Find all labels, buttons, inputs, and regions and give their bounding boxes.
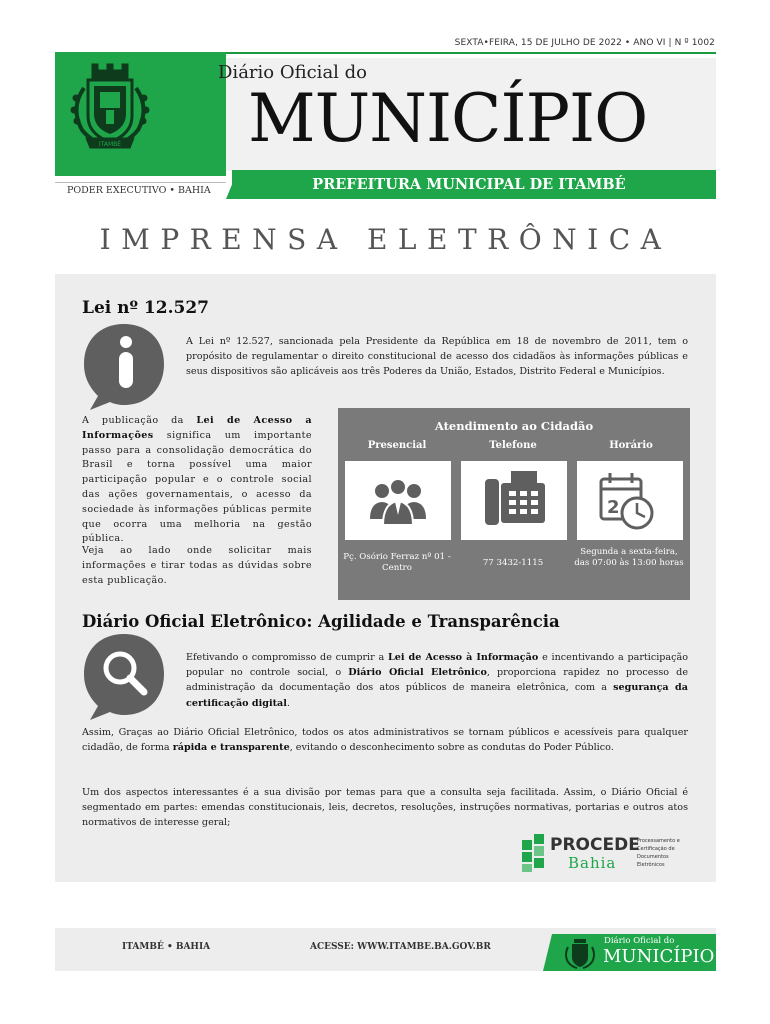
acesso-text-suffix: significa um importante passo para a consolidação democrática do Brasil e torna possível uma maior participação popular e o controle social das ações governamentais, o acesso da sociedade às informações públicas permite que ocorra uma melhoria na gestão pública.: [82, 429, 312, 545]
lei-paragraph: A Lei nº 12.527, sancionada pela Presidente da República em 18 de novembro de 2011, tem o propósito de regulamentar o direito constitucional de acesso dos cidadãos às informações públicas e seus dispositivos são aplicáveis aos três Poderes da União, Estados, Distrito Federal e Municípios.: [186, 336, 688, 377]
acesso-law-name: Lei de Acesso a Informações: [82, 415, 312, 441]
svg-text:Certificação de: Certificação de: [637, 846, 675, 852]
svg-text:ITAMBÉ: ITAMBÉ: [98, 141, 122, 148]
acesso-text-prefix: A publicação da: [82, 415, 197, 426]
imprensa-eletronica-heading: IMPRENSA ELETRÔNICA: [99, 223, 672, 256]
horario-heading: Horário: [609, 440, 653, 451]
d2-c: , evitando o desconhecimento sobre as condutas do Poder Público.: [289, 742, 614, 753]
svg-text:Processamento e: Processamento e: [637, 838, 680, 844]
municipal-crest-icon: [62, 58, 158, 154]
veja-paragraph: Veja ao lado onde solicitar mais informações e tirar todas as dúvidas sobre esta publicação.: [82, 545, 312, 586]
telefone-tile: [461, 461, 567, 540]
phone-icon: [461, 461, 567, 540]
poder-executivo-label: PODER EXECUTIVO • BAHIA: [55, 182, 226, 199]
date-line: SEXTA•FEIRA, 15 DE JULHO DE 2022 • ANO VI | N º 1002: [454, 38, 715, 48]
search-bubble-icon: [80, 630, 168, 722]
svg-text:Eletrônicos: Eletrônicos: [637, 862, 665, 868]
footer-green-edge: [543, 934, 552, 971]
d1-a: Efetivando o compromisso de cumprir a: [186, 652, 388, 663]
svg-text:Documentos: Documentos: [637, 854, 669, 860]
d1-d: Diário Oficial Eletrônico: [348, 667, 487, 679]
footer-diario-label: Diário Oficial do: [604, 936, 675, 946]
d1-c: e incentivando a participação popular no controle social, o: [186, 652, 688, 679]
diario-paragraph-2: [82, 725, 688, 755]
diario-heading: Diário Oficial Eletrônico: Agilidade e Transparência: [82, 612, 560, 631]
lei-heading: Lei nº 12.527: [82, 298, 209, 318]
telefone-heading: Telefone: [489, 440, 537, 451]
svg-text:PROCEDE: PROCEDE: [550, 835, 640, 855]
d1-e: , proporciona rapidez no processo de administração da documentação dos atos públicos de maneira eletrônica, com a: [186, 667, 689, 694]
presencial-value: Pç. Osório Ferraz nº 01 - Centro: [343, 552, 451, 573]
d2-b: rápida e transparente: [172, 742, 290, 753]
d2-a: Assim, Graças ao Diário Oficial Eletrônico, todos os atos administrativos se tornam públicos e acessíveis para qualquer cidadão, de forma: [82, 727, 688, 753]
svg-text:Bahia: Bahia: [568, 854, 617, 872]
d1-g: .: [286, 697, 290, 709]
people-icon: [345, 461, 451, 540]
diario-paragraph-3: Um dos aspectos interessantes é a sua divisão por temas para que a consulta seja facilitada. Assim, o Diário Oficial é segmentado em partes: emendas constitucionais, leis, decretos, resoluções, instruções normativas, portarias e outros atos normativos de interesse geral;: [82, 787, 688, 828]
horario-value: Segunda a sexta-feira, das 07:00 às 13:00 horas: [574, 547, 684, 568]
presencial-heading: Presencial: [367, 440, 427, 451]
municipio-title: MUNICÍPIO: [248, 80, 648, 157]
top-rule: [226, 52, 716, 54]
telefone-value: 77 3432-1115: [482, 558, 544, 568]
footer-city: ITAMBÉ • BAHIA: [122, 942, 211, 952]
procede-bahia-logo: [520, 830, 710, 874]
footer-municipio: MUNICÍPIO: [603, 946, 715, 967]
d1-b: Lei de Acesso à Informação: [387, 652, 539, 663]
horario-tile: [577, 461, 683, 540]
presencial-tile: [345, 461, 451, 540]
diario-paragraph-1: [186, 650, 688, 711]
prefeitura-title: PREFEITURA MUNICIPAL DE ITAMBÉ: [312, 176, 626, 193]
atendimento-title: Atendimento ao Cidadão: [434, 419, 594, 433]
svg-text:2: 2: [607, 497, 620, 518]
footer-website-link[interactable]: ACESSE: WWW.ITAMBE.BA.GOV.BR: [310, 942, 491, 952]
footer-crest-icon: [563, 937, 597, 969]
info-bubble-icon: [80, 320, 168, 412]
diario-oficial-label: Diário Oficial do: [218, 62, 368, 83]
acesso-paragraph: [82, 414, 312, 547]
d1-f: segurança da certificação digital: [186, 682, 688, 709]
calendar-clock-icon: [577, 461, 683, 540]
